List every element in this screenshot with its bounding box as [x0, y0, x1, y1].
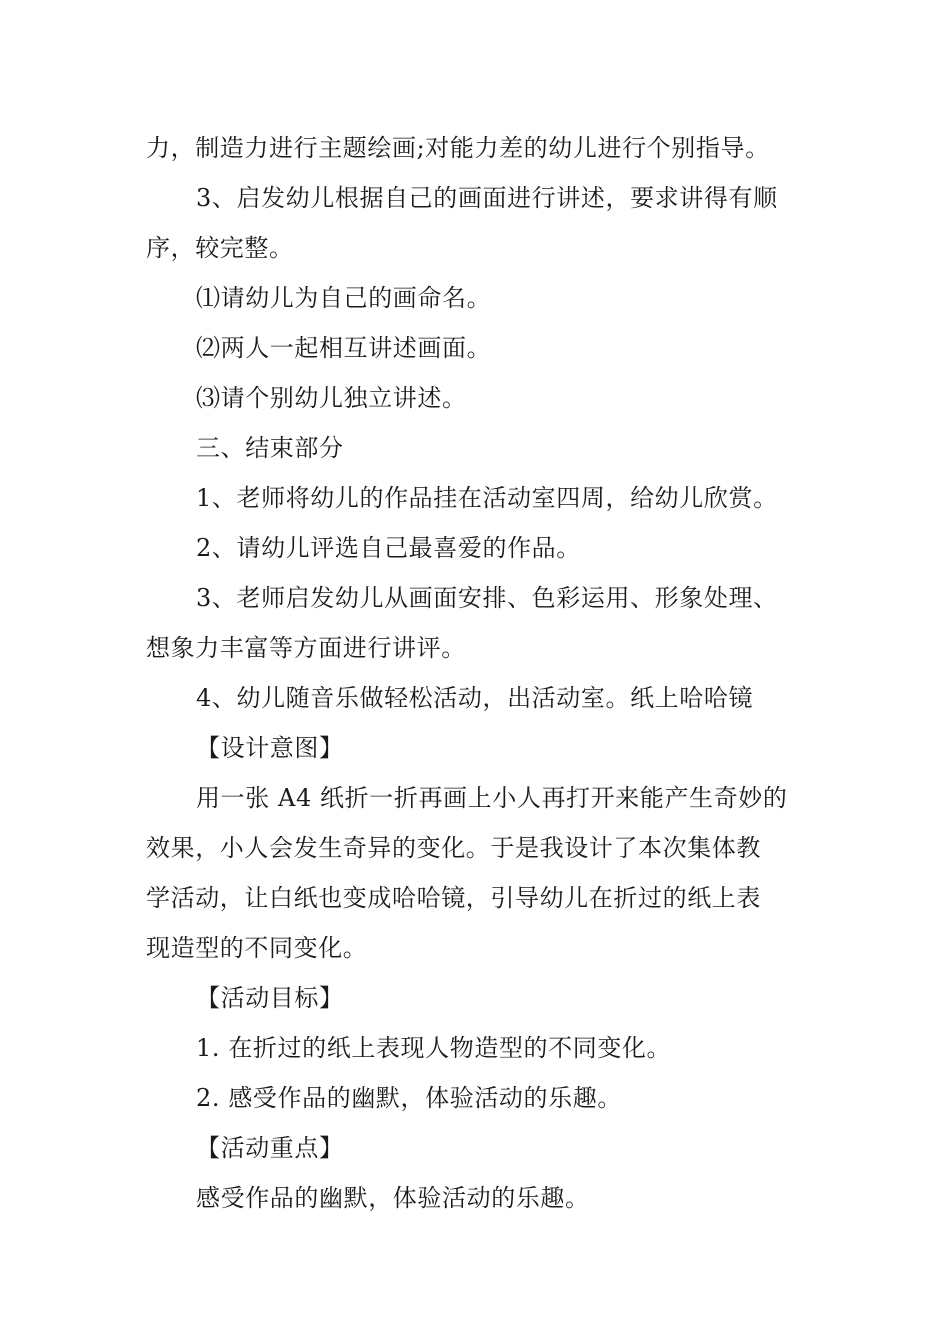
section-heading: 【活动重点】 — [196, 1134, 344, 1162]
text-line: ⑶请个别幼儿独立讲述。 — [196, 384, 467, 412]
text-line: 1、老师将幼儿的作品挂在活动室四周，给幼儿欣赏。 — [196, 484, 778, 512]
text-line: 3、老师启发幼儿从画面安排、色彩运用、形象处理、 — [196, 584, 778, 612]
text-line: 用一张 A4 纸折一折再画上小人再打开来能产生奇妙的 — [196, 784, 788, 812]
text-line: 现造型的不同变化。 — [146, 934, 368, 962]
section-heading: 三、结束部分 — [196, 434, 344, 462]
text-line: 力，制造力进行主题绘画;对能力差的幼儿进行个别指导。 — [146, 134, 770, 162]
text-line: 学活动，让白纸也变成哈哈镜，引导幼儿在折过的纸上表 — [146, 884, 761, 912]
text-line: ⑴请幼儿为自己的画命名。 — [196, 284, 492, 312]
section-heading: 【设计意图】 — [196, 734, 344, 762]
text-line: 4、幼儿随音乐做轻松活动，出活动室。纸上哈哈镜 — [196, 684, 754, 712]
text-line: 感受作品的幽默，体验活动的乐趣。 — [196, 1184, 590, 1212]
text-line: 3、启发幼儿根据自己的画面进行讲述，要求讲得有顺 — [196, 184, 778, 212]
text-line: 2、请幼儿评选自己最喜爱的作品。 — [196, 534, 581, 562]
text-line: 想象力丰富等方面进行讲评。 — [146, 634, 466, 662]
text-line: 序，较完整。 — [146, 234, 294, 262]
section-heading: 【活动目标】 — [196, 984, 344, 1012]
text-line: 1. 在折过的纸上表现人物造型的不同变化。 — [196, 1034, 672, 1062]
text-line: 2. 感受作品的幽默，体验活动的乐趣。 — [196, 1084, 622, 1112]
text-line: ⑵两人一起相互讲述画面。 — [196, 334, 492, 362]
text-line: 效果，小人会发生奇异的变化。于是我设计了本次集体教 — [146, 834, 761, 862]
